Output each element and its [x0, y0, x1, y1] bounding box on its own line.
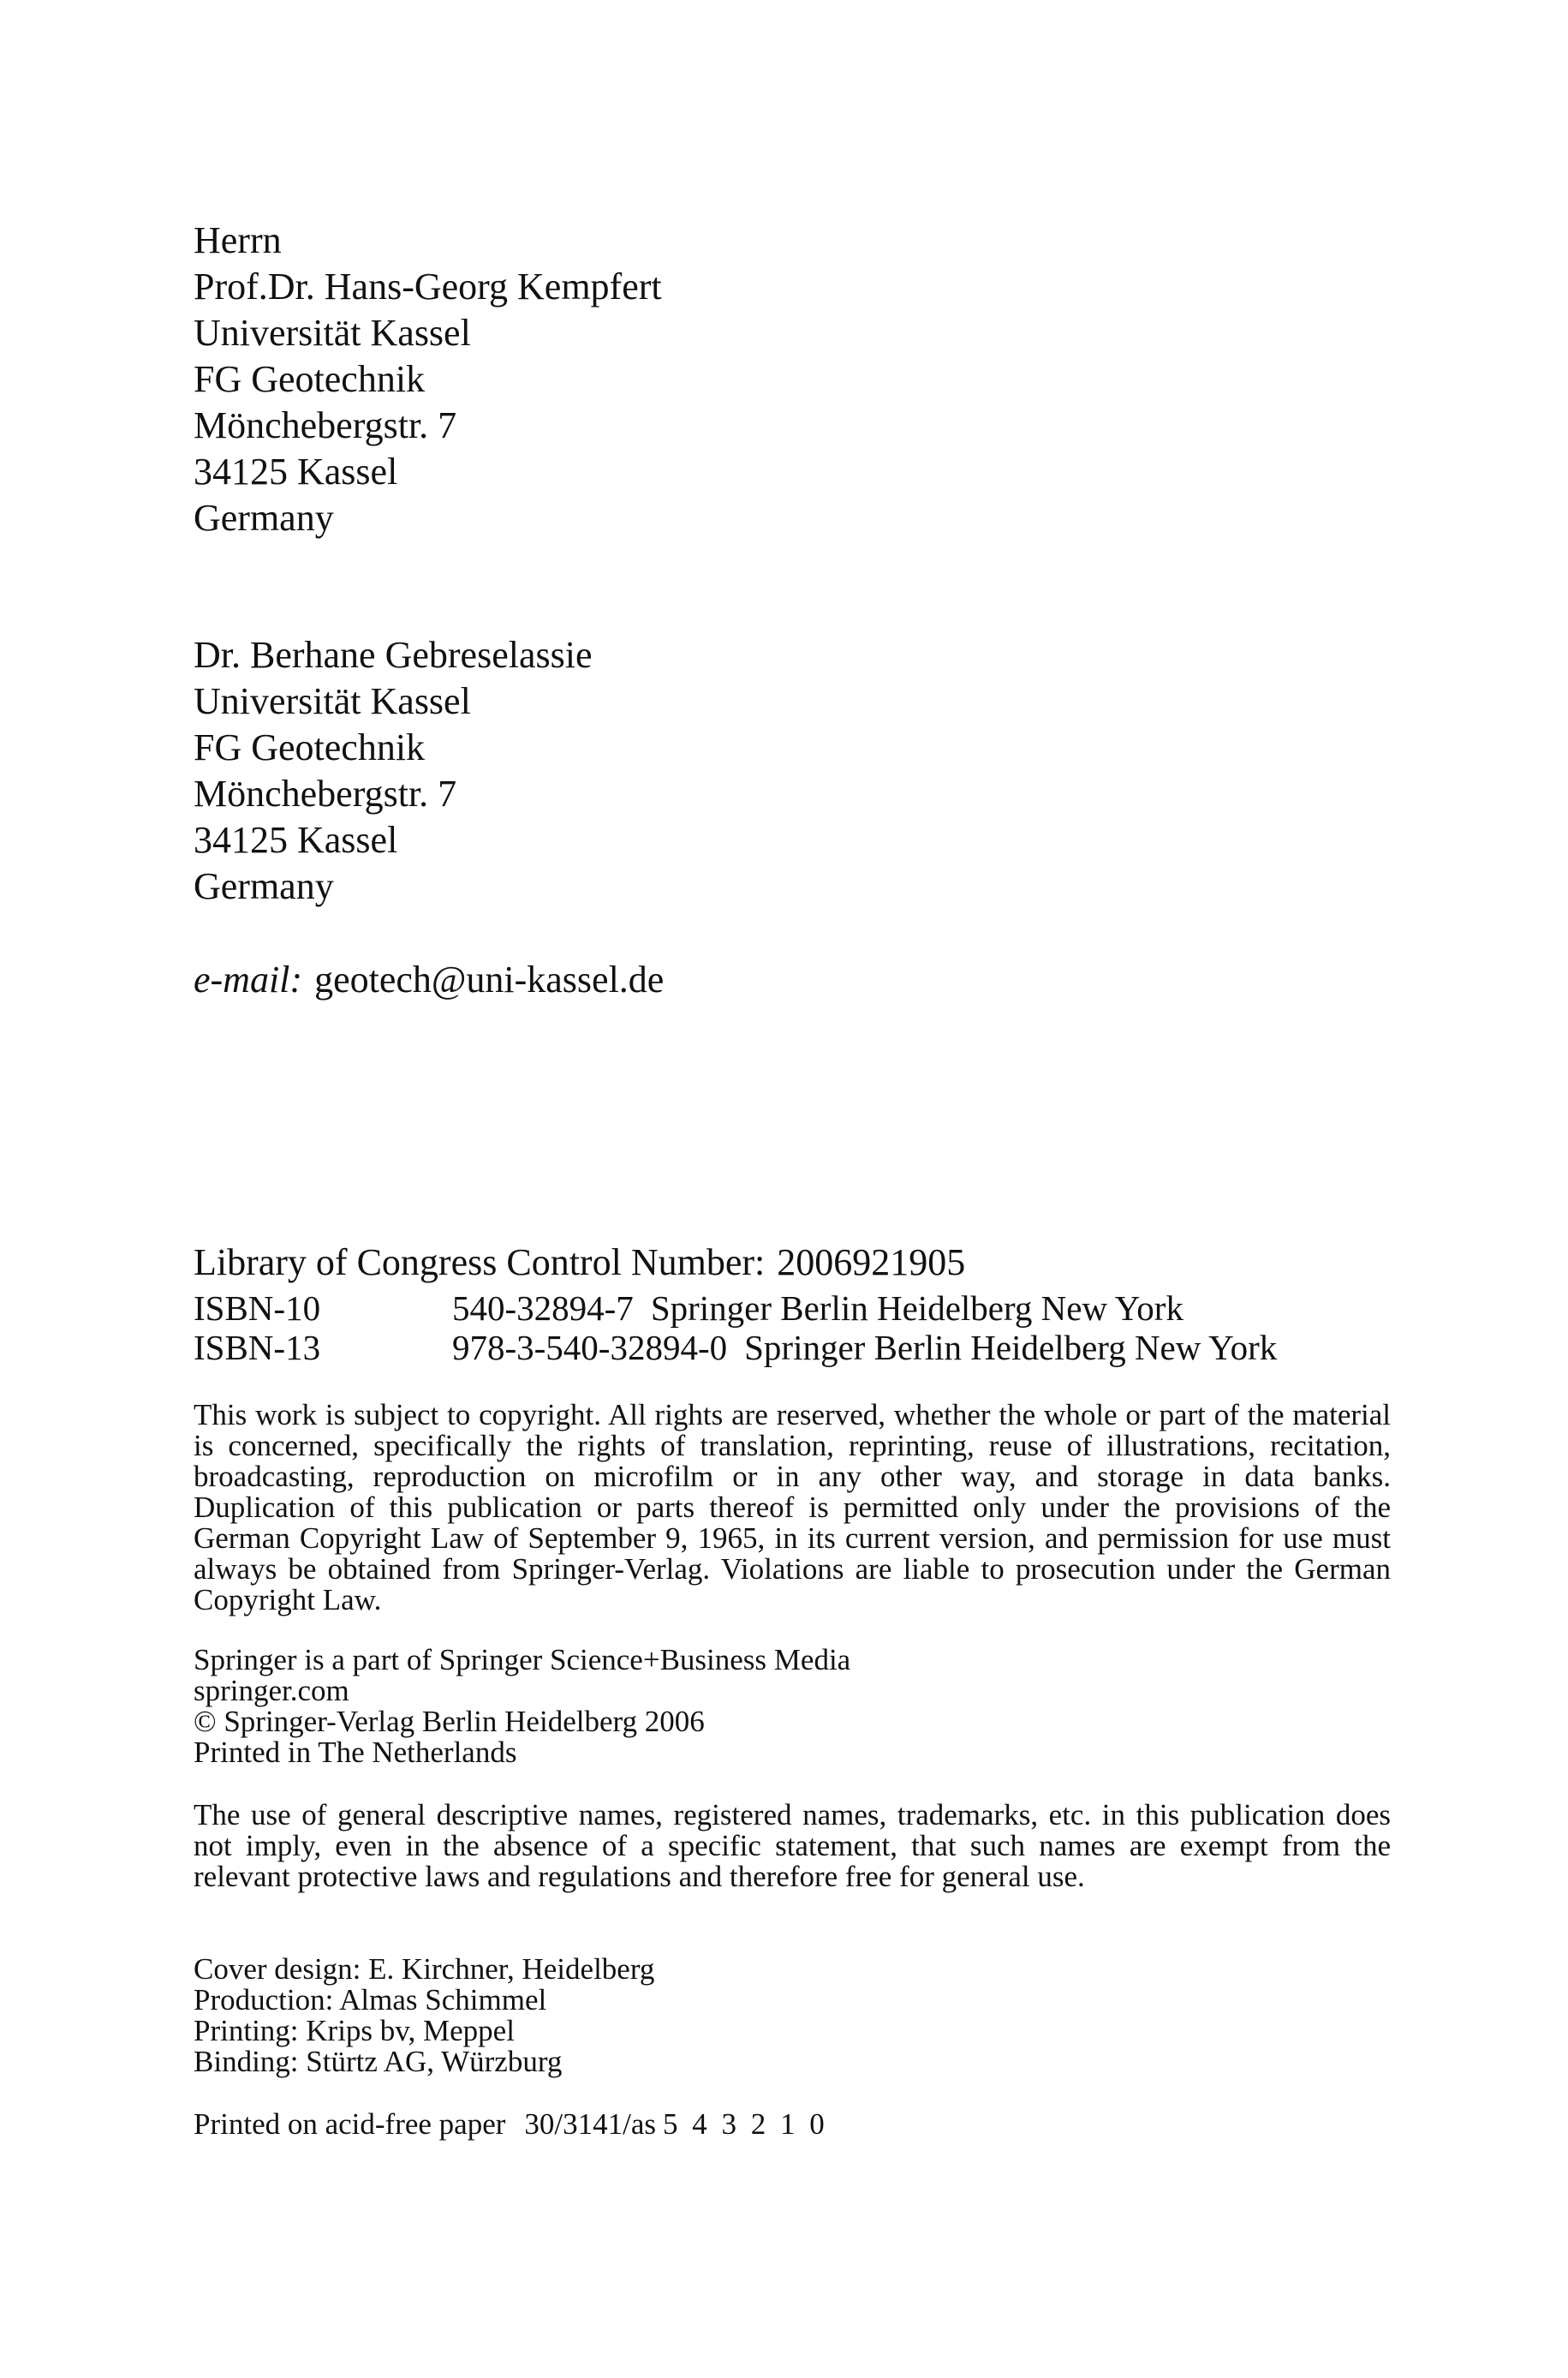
email-line — [194, 957, 664, 1003]
lccn-number: 2006921905 — [777, 1241, 966, 1283]
isbn-publisher: Springer Berlin Heidelberg New York — [650, 1288, 1183, 1328]
address-line: 34125 Kassel — [194, 819, 398, 861]
credit-line: Production: Almas Schimmel — [194, 1983, 547, 2017]
credit-line: Cover design: E. Kirchner, Heidelberg — [194, 1952, 655, 1986]
isbn-type: ISBN-13 — [194, 1328, 321, 1367]
isbn-publisher: Springer Berlin Heidelberg New York — [744, 1328, 1278, 1367]
imprint-block — [194, 1645, 1391, 1768]
email-label: e-mail: — [194, 959, 303, 1001]
imprint-line: Springer is a part of Springer Science+Business Media — [194, 1643, 851, 1676]
credit-line: Binding: Stürtz AG, Würzburg — [194, 2045, 563, 2078]
imprint-line: © Springer-Verlag Berlin Heidelberg 2006 — [194, 1705, 705, 1738]
address-line: Mönchebergstr. 7 — [194, 773, 457, 815]
lccn-line — [194, 1239, 965, 1287]
address-line: Mönchebergstr. 7 — [194, 404, 457, 446]
credit-line: Printing: Krips bv, Meppel — [194, 2014, 515, 2047]
address-line: Universität Kassel — [194, 312, 471, 354]
lccn-label: Library of Congress Control Number: — [194, 1241, 766, 1283]
paper-text: Printed on acid-free paper — [194, 2107, 506, 2141]
isbn-number: 978-3-540-32894-0 — [452, 1328, 728, 1367]
trademark-notice: The use of general descriptive names, registered names, trademarks, etc. in this publication does not imply, even in the absence of a specific statement, that such names are exempt from the relevant protective laws and regulations and therefore free for general use. — [194, 1798, 1391, 1893]
imprint-line: Printed in The Netherlands — [194, 1736, 517, 1769]
copyright-notice: This work is subject to copyright. All rights are reserved, whether the whole or part of the material is concerned, specifically the rights of translation, reprinting, reuse of illustrations, recitation, broadcasting, reproduction on microfilm or in any other way, and storage in data banks. Duplication of this publication or parts thereof is permitted only under the provisions of the German Copyright Law of September 9, 1965, in its current version, and permission for use must always be obtained from Springer-Verlag. Violations are liable to prosecution under the German Copyright Law. — [194, 1398, 1391, 1616]
address-line: Dr. Berhane Gebreselassie — [194, 634, 593, 676]
address-line: 34125 Kassel — [194, 451, 398, 493]
isbn-number: 540-32894-7 — [452, 1288, 634, 1328]
address-line: Prof.Dr. Hans-Georg Kempfert — [194, 266, 662, 308]
address-line: Germany — [194, 497, 334, 539]
address-line: FG Geotechnik — [194, 358, 426, 400]
address-line: FG Geotechnik — [194, 726, 426, 768]
print-sequence: 5 4 3 2 1 0 — [663, 2107, 828, 2141]
paper-line — [194, 2109, 828, 2140]
address-block-kempfert — [194, 218, 662, 541]
address-line: Herrn — [194, 219, 282, 261]
isbn-type: ISBN-10 — [194, 1288, 321, 1328]
imprint-website[interactable]: springer.com — [194, 1674, 349, 1707]
address-block-gebreselassie — [194, 632, 592, 910]
address-line: Germany — [194, 865, 334, 907]
credits-block — [194, 1954, 1391, 2077]
paper-code: 30/3141/as — [524, 2107, 657, 2141]
address-line: Universität Kassel — [194, 680, 471, 722]
email-address[interactable]: geotech@uni-kassel.de — [314, 959, 665, 1001]
